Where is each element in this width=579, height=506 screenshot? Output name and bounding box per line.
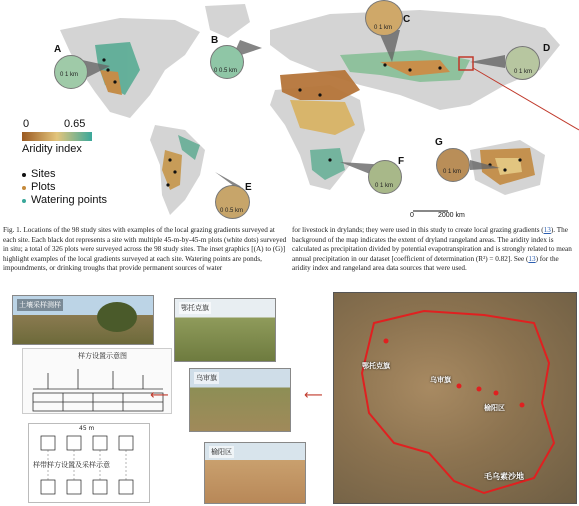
scale-zero: 0 <box>410 212 414 219</box>
caption-ref-1[interactable]: 13 <box>543 226 551 234</box>
world-map <box>0 0 579 222</box>
inset-label-g: G <box>435 137 443 148</box>
aridity-colorbar <box>22 132 92 141</box>
inset-b <box>210 45 244 79</box>
photo-erdos <box>174 298 276 362</box>
legend-sites: Sites <box>31 168 56 180</box>
caption-ref-2[interactable]: 13 <box>528 254 536 263</box>
inset-c <box>365 0 403 36</box>
caption-right <box>292 226 579 280</box>
legend-plots: Plots <box>31 181 56 193</box>
aridity-max: 0.65 <box>64 118 86 130</box>
satellite-map <box>333 292 577 504</box>
scale-label: 2000 km <box>438 212 465 219</box>
photo-wushen <box>189 368 291 432</box>
inset-e-scale: 0 0.5 km <box>220 208 244 214</box>
study-boundary <box>334 293 577 504</box>
arrow-left-2: ⟵ <box>304 388 323 403</box>
inset-b-scale: 0 0.5 km <box>214 68 238 74</box>
legend-water-marker <box>22 199 26 203</box>
grid-diagram <box>28 423 150 503</box>
inset-c-scale: 0 1 km <box>374 25 393 31</box>
inset-f-scale: 0 1 km <box>375 183 394 189</box>
arrow-left-1: ⟵ <box>150 388 169 403</box>
inset-d <box>505 46 540 80</box>
photo-yuyang <box>204 442 306 504</box>
sat-label-mu-us: 毛乌素沙地 <box>484 472 524 481</box>
inset-label-f: F <box>398 156 405 167</box>
inset-g-scale: 0 1 km <box>443 169 462 175</box>
inset-g <box>436 148 470 182</box>
grid-svg <box>29 432 151 504</box>
plot-diagram-svg <box>23 359 173 415</box>
grid-title: 样带样方设置及采样示意 <box>33 461 110 469</box>
sat-label-wushen: 乌审旗 <box>430 376 451 384</box>
sat-label-yuyang: 榆阳区 <box>484 404 505 412</box>
inset-a <box>54 55 88 89</box>
photo-soil-sampling <box>12 295 154 345</box>
photo-erdos-label: 鄂托克旗 <box>181 304 209 312</box>
photo-yuyang-label: 榆阳区 <box>211 448 232 456</box>
legend-plot-marker <box>22 186 26 190</box>
inset-label-e: E <box>245 182 252 193</box>
inset-label-d: D <box>543 43 551 54</box>
inset-label-b: B <box>211 35 219 46</box>
photo-wushen-label: 乌审旗 <box>196 374 217 382</box>
inset-a-scale: 0 1 km <box>60 72 79 78</box>
inset-label-c: C <box>403 14 411 25</box>
plot-diagram-title: 样方设置示意图 <box>78 352 127 360</box>
caption-right-part3: ) for the aridity index and rangeland area data sources that were used. <box>292 254 559 273</box>
tree-shape <box>97 302 137 332</box>
legend-site-marker <box>22 173 26 177</box>
caption-right-part2: ). The background of the map indicates the extent of dryland rangeland areas. The aridity index is calculated as precipitation divided by potential evapotranspiration and is strongly related to mean annual precipitation in our dataset [coefficient of determination (R²) = 0.82]. See ( <box>292 226 572 263</box>
inset-f <box>368 160 402 194</box>
inset-e <box>215 185 250 219</box>
caption-left: Fig. 1. Locations of the 98 study sites with examples of the local grazing gradients surveyed at each site. Each black dot represents a site with multiple 45-m-by-45-m plots (white dots) surveyed in situ; a total of 326 plots were surveyed across the 98 study sites. The inset graphics [(A) to (G)] highlight examples of the local gradients surveyed at each site. Watering points are ponds, impoundments, or drinking troughs that provide permanent sources of water <box>3 226 287 273</box>
inset-label-a: A <box>54 44 62 55</box>
plot-diagram <box>22 348 172 414</box>
grid-top-label: 45 m <box>79 425 95 432</box>
aridity-title: Aridity index <box>22 143 82 155</box>
photo-soil-sampling-label: 土壤采样测样 <box>19 301 61 309</box>
legend-watering-points: Watering points <box>31 194 108 206</box>
sat-label-erdos: 鄂托克旗 <box>362 362 390 370</box>
caption-right-part1: for livestock in drylands; they were used in this study to create local grazing gradients ( <box>292 226 544 234</box>
inset-d-scale: 0 1 km <box>514 69 533 75</box>
aridity-min: 0 <box>23 118 30 130</box>
